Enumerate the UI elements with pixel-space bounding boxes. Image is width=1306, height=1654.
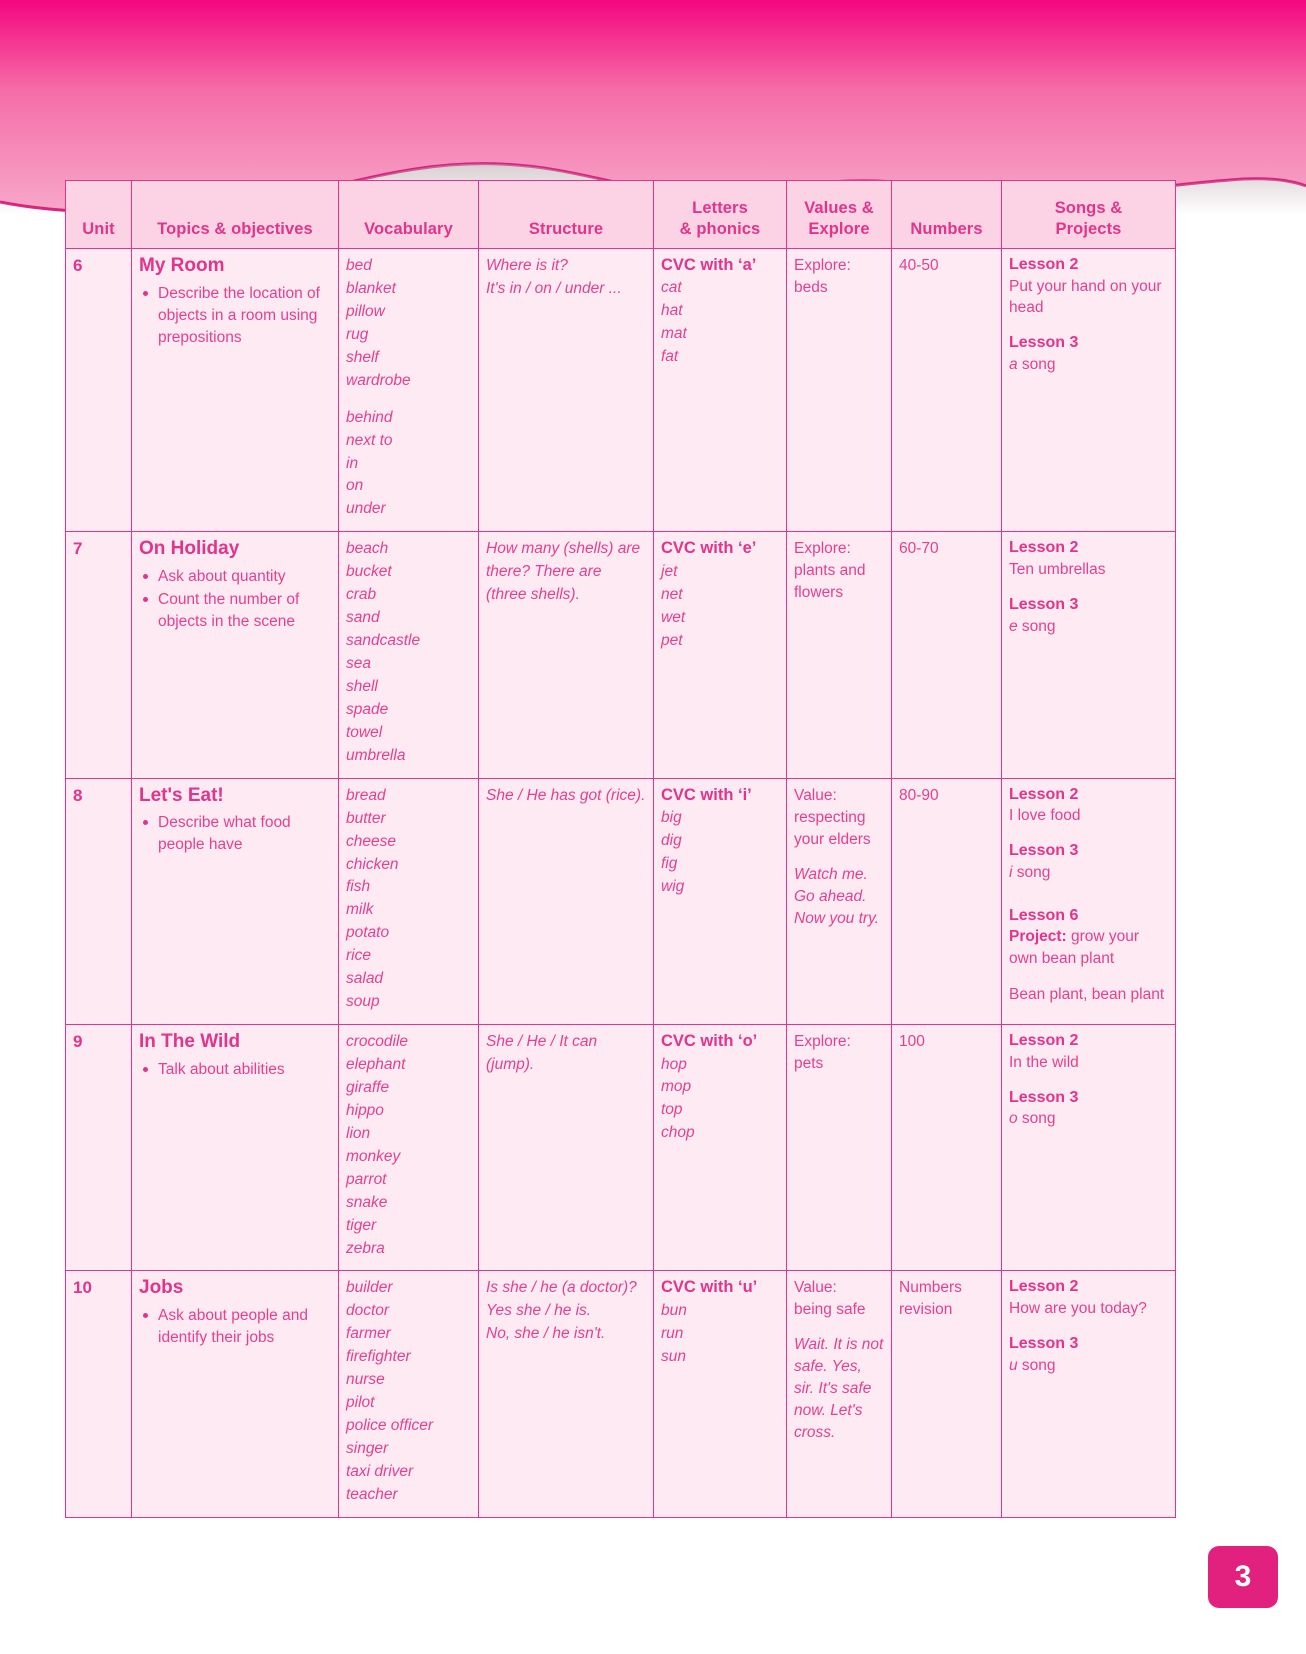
lesson-label: Lesson 2 xyxy=(1009,539,1079,557)
vocabulary-word: builder xyxy=(346,1279,393,1297)
objective-item: Ask about people and identify their jobs xyxy=(139,1305,331,1349)
song-letter: u xyxy=(1009,1356,1018,1374)
structure-line: Is she / he (a doctor)? xyxy=(486,1279,637,1297)
numbers-text: 40-50 xyxy=(899,257,939,274)
vocabulary-word: teacher xyxy=(346,1485,398,1503)
values-label: Explore: xyxy=(794,257,851,274)
vocabulary-word: in xyxy=(346,454,359,472)
objectives-list xyxy=(139,1305,331,1349)
song-spacer xyxy=(1009,1074,1168,1088)
cell-letters-phonics xyxy=(654,249,787,532)
vocabulary-word: shell xyxy=(346,677,378,695)
topic-title: On Holiday xyxy=(139,538,240,560)
column-header-songs-line2: Projects xyxy=(1055,219,1122,238)
lesson-label: Lesson 2 xyxy=(1009,785,1079,803)
cell-unit xyxy=(66,1271,132,1517)
cell-values-explore xyxy=(787,532,892,778)
column-header-letters-phonics xyxy=(654,181,787,249)
song-spacer xyxy=(1009,581,1168,595)
structure-line: She / He has got (rice). xyxy=(486,786,646,804)
vocabulary-word: towel xyxy=(346,723,383,741)
lesson-label: Lesson 3 xyxy=(1009,1334,1079,1352)
lesson-song-title: I love food xyxy=(1009,807,1081,825)
phonics-word: mop xyxy=(661,1078,692,1096)
vocabulary-word: behind xyxy=(346,408,393,426)
phonics-word: run xyxy=(661,1324,684,1342)
table-body xyxy=(66,249,1176,1518)
vocabulary-word: crocodile xyxy=(346,1033,409,1051)
cell-songs-projects xyxy=(1002,532,1176,778)
column-header-numbers: Numbers xyxy=(892,181,1002,249)
vocabulary-word: wardrobe xyxy=(346,371,411,389)
table-row xyxy=(66,1271,1176,1517)
phonics-word: big xyxy=(661,809,682,827)
values-text: respecting your elders xyxy=(794,808,871,848)
vocabulary-word: pilot xyxy=(346,1394,375,1412)
cell-vocabulary xyxy=(339,249,479,532)
numbers-text: 100 xyxy=(899,1033,925,1051)
vocabulary-word: butter xyxy=(346,809,386,827)
objectives-list xyxy=(139,1059,331,1081)
phonics-word: jet xyxy=(661,562,678,580)
phonics-title: CVC with ‘u’ xyxy=(661,1278,758,1297)
cell-topics-objectives xyxy=(132,778,339,1024)
phonics-word: fig xyxy=(661,855,678,872)
phonics-word: wig xyxy=(661,877,685,895)
phonics-word-list xyxy=(661,807,779,899)
cell-values-explore xyxy=(787,1271,892,1517)
cell-topics-objectives xyxy=(132,249,339,532)
values-label: Explore: xyxy=(794,1033,851,1051)
vocabulary-word: spade xyxy=(346,700,389,718)
vocabulary-list xyxy=(346,255,471,521)
objective-item: Describe what food people have xyxy=(139,812,331,856)
phonics-word: fat xyxy=(661,348,679,366)
vocabulary-word: bread xyxy=(346,786,386,804)
values-text: being safe xyxy=(794,1301,866,1319)
cell-topics-objectives xyxy=(132,1271,339,1517)
cell-letters-phonics xyxy=(654,532,787,778)
song-letter: a xyxy=(1009,355,1018,373)
vocabulary-word: under xyxy=(346,500,386,518)
cell-values-explore xyxy=(787,249,892,532)
values-example-phrases: Watch me. Go ahead. Now you try. xyxy=(794,865,879,927)
cell-unit xyxy=(66,532,132,778)
cell-values-explore xyxy=(787,1025,892,1271)
cell-songs-projects xyxy=(1002,1271,1176,1517)
cell-numbers xyxy=(892,1025,1002,1271)
project-lesson-label: Lesson 6 xyxy=(1009,906,1079,924)
phonics-word: bun xyxy=(661,1301,687,1319)
cell-numbers xyxy=(892,532,1002,778)
lesson-song-title: Put your hand on your head xyxy=(1009,277,1162,317)
phonics-word: mat xyxy=(661,325,687,343)
cell-numbers xyxy=(892,249,1002,532)
objective-item: Ask about quantity xyxy=(139,566,331,588)
lesson-label: Lesson 3 xyxy=(1009,334,1079,352)
phonics-word: cat xyxy=(661,279,682,297)
vocabulary-word: parrot xyxy=(346,1170,387,1188)
structure-line: Yes she / he is. xyxy=(486,1302,592,1320)
values-example-phrases: Wait. It is not safe. Yes, sir. It's safe now. Let's cross. xyxy=(794,1336,884,1442)
cell-unit xyxy=(66,778,132,1024)
column-header-values-line1: Values & xyxy=(804,198,874,217)
phonics-word: wet xyxy=(661,608,686,626)
table-header xyxy=(66,181,1176,249)
unit-number: 10 xyxy=(73,1278,92,1298)
vocabulary-word: doctor xyxy=(346,1302,390,1320)
numbers-text: 60-70 xyxy=(899,540,939,558)
cell-vocabulary xyxy=(339,778,479,1024)
vocabulary-word: sandcastle xyxy=(346,632,421,650)
project-song-spacer xyxy=(1009,970,1168,984)
values-label: Value: xyxy=(794,1279,837,1297)
lesson-label: Lesson 3 xyxy=(1009,842,1079,860)
phonics-word: dig xyxy=(661,832,682,850)
vocabulary-word: crab xyxy=(346,586,377,604)
cell-structure xyxy=(479,249,654,532)
cell-structure xyxy=(479,1025,654,1271)
lesson-song-title: In the wild xyxy=(1009,1053,1079,1071)
vocabulary-word: salad xyxy=(346,970,384,988)
lesson-song-title: a song xyxy=(1009,355,1056,373)
cell-numbers xyxy=(892,778,1002,1024)
structure-list xyxy=(486,255,646,301)
cell-letters-phonics xyxy=(654,1025,787,1271)
vocabulary-word: shelf xyxy=(346,348,379,366)
vocabulary-word: milk xyxy=(346,901,374,919)
vocabulary-word: bucket xyxy=(346,563,392,581)
column-header-letters-line1: Letters xyxy=(692,198,748,217)
vocabulary-word: elephant xyxy=(346,1056,406,1073)
vocabulary-word: nurse xyxy=(346,1371,385,1389)
structure-line: It's in / on / under ... xyxy=(486,279,622,297)
cell-vocabulary xyxy=(339,532,479,778)
cell-songs-projects xyxy=(1002,249,1176,532)
column-header-letters-line2: & phonics xyxy=(679,219,761,238)
project-description: Project: grow your own bean plant xyxy=(1009,928,1140,968)
structure-line: She / He / It can (jump). xyxy=(486,1033,598,1073)
phonics-word-list xyxy=(661,1054,779,1146)
song-letter: e xyxy=(1009,617,1018,635)
lesson-song-title: i song xyxy=(1009,863,1051,881)
objective-item: Describe the location of objects in a room using prepositions xyxy=(139,283,331,349)
cell-structure xyxy=(479,1271,654,1517)
vocabulary-list xyxy=(346,1277,471,1506)
cell-topics-objectives xyxy=(132,532,339,778)
lesson-label: Lesson 3 xyxy=(1009,595,1079,613)
cell-vocabulary xyxy=(339,1025,479,1271)
vocabulary-list xyxy=(346,1031,471,1260)
song-spacer xyxy=(1009,1320,1168,1334)
structure-list xyxy=(486,1031,646,1077)
cell-unit xyxy=(66,249,132,532)
vocabulary-word: tiger xyxy=(346,1216,377,1234)
vocabulary-word: soup xyxy=(346,993,380,1011)
numbers-text: Numbers revision xyxy=(899,1279,962,1319)
phonics-word: top xyxy=(661,1101,683,1119)
cell-letters-phonics xyxy=(654,1271,787,1517)
project-song-title: Bean plant, bean plant xyxy=(1009,985,1165,1003)
structure-list xyxy=(486,538,646,607)
lesson-song-title: How are you today? xyxy=(1009,1300,1147,1318)
vocabulary-word: bed xyxy=(346,257,372,274)
phonics-title: CVC with ‘o’ xyxy=(661,1032,758,1051)
vocabulary-word: snake xyxy=(346,1193,388,1211)
page-number-badge xyxy=(1208,1546,1278,1608)
vocabulary-group-spacer xyxy=(346,393,471,407)
values-text: plants and flowers xyxy=(794,562,866,602)
vocabulary-word: hippo xyxy=(346,1101,384,1119)
column-header-topics: Topics & objectives xyxy=(132,181,339,249)
unit-number: 9 xyxy=(73,1032,83,1052)
column-header-vocabulary: Vocabulary xyxy=(339,181,479,249)
vocabulary-word: next to xyxy=(346,431,393,449)
unit-number: 6 xyxy=(73,256,83,275)
structure-line: How many (shells) are there? There are (three shells). xyxy=(486,540,641,604)
unit-number: 8 xyxy=(73,785,83,805)
vocabulary-word: pillow xyxy=(346,302,385,320)
phonics-title: CVC with ‘i’ xyxy=(661,785,752,804)
vocabulary-word: lion xyxy=(346,1124,371,1142)
page-number: 3 xyxy=(1234,1560,1252,1593)
objectives-list xyxy=(139,566,331,633)
vocabulary-word: umbrella xyxy=(346,746,406,764)
vocabulary-word: monkey xyxy=(346,1147,401,1165)
cell-songs-projects xyxy=(1002,778,1176,1024)
table-row xyxy=(66,778,1176,1024)
vocabulary-word: on xyxy=(346,477,364,495)
phonics-word: hop xyxy=(661,1055,687,1073)
song-spacer xyxy=(1009,827,1168,841)
vocabulary-word: fish xyxy=(346,878,371,896)
cell-songs-projects xyxy=(1002,1025,1176,1271)
structure-list xyxy=(486,785,646,808)
project-prefix: Project: xyxy=(1009,928,1067,946)
song-letter: o xyxy=(1009,1110,1018,1128)
lesson-label: Lesson 2 xyxy=(1009,1278,1079,1296)
lesson-label: Lesson 2 xyxy=(1009,1032,1079,1050)
column-header-values-line2: Explore xyxy=(808,219,870,238)
table-row xyxy=(66,532,1176,778)
vocabulary-word: singer xyxy=(346,1440,389,1457)
vocabulary-word: potato xyxy=(346,924,390,942)
structure-line: No, she / he isn't. xyxy=(486,1325,606,1343)
vocabulary-word: beach xyxy=(346,540,389,558)
syllabus-table-container xyxy=(65,180,1175,1518)
cell-structure xyxy=(479,778,654,1024)
objective-item: Talk about abilities xyxy=(139,1059,331,1081)
phonics-title: CVC with ‘e’ xyxy=(661,539,757,558)
cell-vocabulary xyxy=(339,1271,479,1517)
numbers-text: 80-90 xyxy=(899,786,939,804)
lesson-label: Lesson 2 xyxy=(1009,256,1079,273)
topic-title: Let's Eat! xyxy=(139,784,224,806)
phonics-title: CVC with ‘a’ xyxy=(661,256,757,274)
vocabulary-list xyxy=(346,538,471,767)
song-letter: i xyxy=(1009,863,1013,881)
structure-list xyxy=(486,1277,646,1346)
vocabulary-word: firefighter xyxy=(346,1348,411,1366)
cell-letters-phonics xyxy=(654,778,787,1024)
header-row xyxy=(66,181,1176,249)
lesson-song-title: e song xyxy=(1009,617,1056,635)
column-header-songs-line1: Songs & xyxy=(1054,198,1123,217)
song-spacer xyxy=(1009,319,1168,333)
vocabulary-word: rug xyxy=(346,325,369,343)
column-header-structure: Structure xyxy=(479,181,654,249)
topic-title: In The Wild xyxy=(139,1031,241,1053)
phonics-word-list xyxy=(661,277,779,369)
table-row xyxy=(66,1025,1176,1271)
vocabulary-word: sea xyxy=(346,655,371,672)
cell-numbers xyxy=(892,1271,1002,1517)
column-header-songs-projects xyxy=(1002,181,1176,249)
table-row xyxy=(66,249,1176,532)
vocabulary-word: blanket xyxy=(346,279,396,297)
topic-title: My Room xyxy=(139,255,225,276)
phonics-word-list xyxy=(661,561,779,653)
project-spacer xyxy=(1009,884,1168,906)
unit-number: 7 xyxy=(73,539,83,559)
phonics-word: chop xyxy=(661,1124,695,1142)
lesson-song-title: Ten umbrellas xyxy=(1009,561,1106,579)
phonics-word-list xyxy=(661,1300,779,1369)
topic-title: Jobs xyxy=(139,1277,184,1299)
column-header-values-explore xyxy=(787,181,892,249)
lesson-label: Lesson 3 xyxy=(1009,1088,1079,1106)
values-label: Explore: xyxy=(794,540,851,558)
phonics-word: sun xyxy=(661,1347,686,1365)
vocabulary-word: zebra xyxy=(346,1239,385,1257)
vocabulary-word: police officer xyxy=(346,1417,434,1435)
objectives-list xyxy=(139,283,331,349)
vocabulary-word: giraffe xyxy=(346,1078,390,1096)
cell-topics-objectives xyxy=(132,1025,339,1271)
values-text: beds xyxy=(794,279,828,296)
cell-values-explore xyxy=(787,778,892,1024)
vocabulary-list xyxy=(346,785,471,1014)
vocabulary-word: chicken xyxy=(346,855,399,873)
vocabulary-word: farmer xyxy=(346,1325,391,1343)
cell-unit xyxy=(66,1025,132,1271)
vocabulary-word: cheese xyxy=(346,832,396,850)
vocabulary-word: rice xyxy=(346,947,371,965)
structure-line: Where is it? xyxy=(486,257,568,274)
objectives-list xyxy=(139,812,331,856)
column-header-unit: Unit xyxy=(66,181,132,249)
phonics-word: hat xyxy=(661,302,683,320)
values-label: Value: xyxy=(794,786,837,804)
lesson-song-title: u song xyxy=(1009,1356,1056,1374)
objective-item: Count the number of objects in the scene xyxy=(139,589,331,633)
values-text: pets xyxy=(794,1055,824,1073)
lesson-song-title: o song xyxy=(1009,1110,1056,1128)
cell-structure xyxy=(479,532,654,778)
vocabulary-word: taxi driver xyxy=(346,1462,414,1480)
syllabus-table xyxy=(65,180,1176,1518)
vocabulary-word: sand xyxy=(346,609,380,627)
phonics-word: pet xyxy=(661,631,683,649)
phonics-word: net xyxy=(661,585,683,603)
